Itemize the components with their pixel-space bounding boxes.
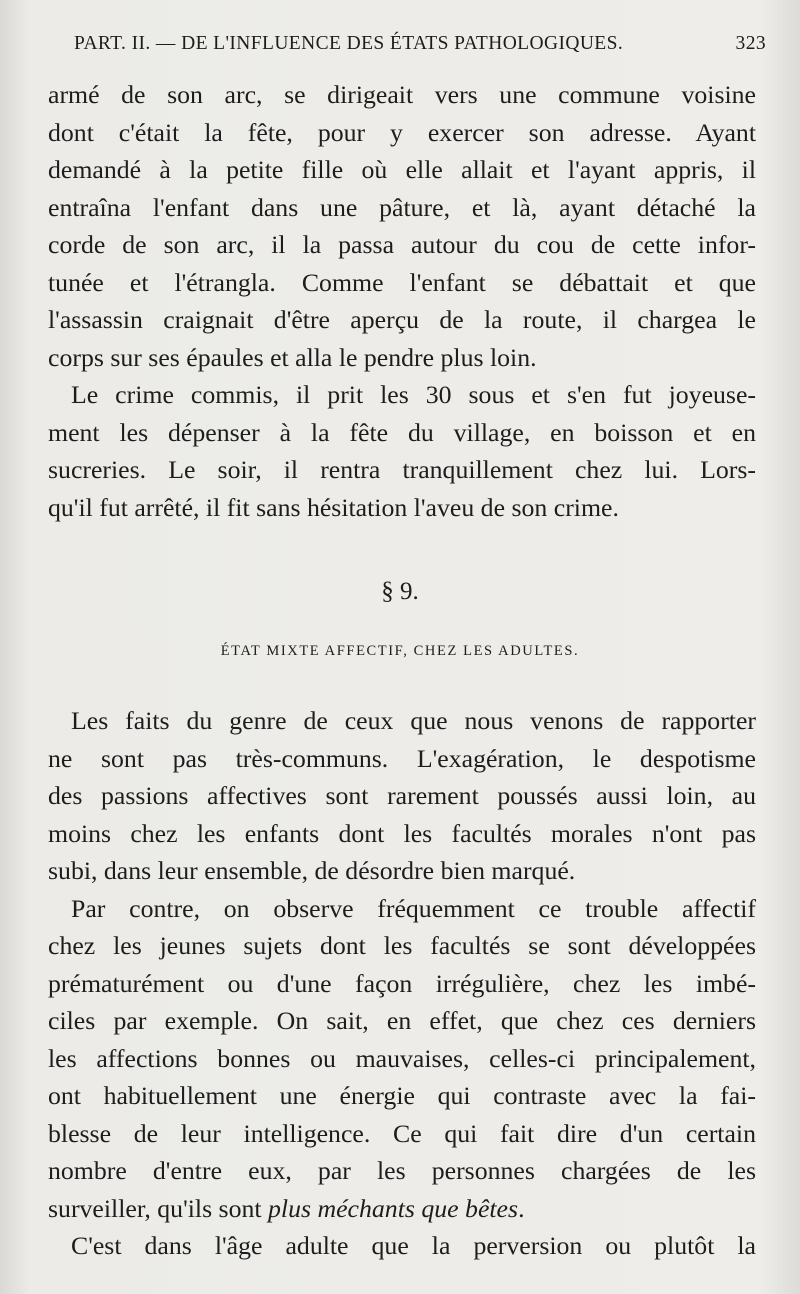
- page-number: 323: [735, 33, 766, 54]
- text-line: Par contre, on observe fréquemment ce trouble affectif: [71, 893, 756, 923]
- text-line: chez les jeunes sujets dont les facultés se sont développées: [48, 931, 756, 960]
- text-line: prématurément ou d'une façon irrégulière, chez les imbé-: [48, 968, 756, 998]
- text-line: demandé à la petite fille où elle allait et l'ayant appris, il: [48, 155, 756, 184]
- text-line: ment les dépenser à la fête du village, en boisson et en: [48, 417, 756, 447]
- text-line: ne sont pas très-communs. L'exagération, le despotisme: [48, 743, 756, 773]
- text-line: les affections bonnes ou mauvaises, celles-ci principalement,: [48, 1043, 756, 1073]
- text-line: tunée et l'étrangla. Comme l'enfant se débattait et que: [48, 267, 756, 297]
- text-line: ont habituellement une énergie qui contraste avec la fai-: [48, 1081, 756, 1110]
- italic-phrase: plus méchants que bêtes: [268, 1193, 519, 1223]
- text-line: qu'il fut arrêté, il fit sans hésitation l'aveu de son crime.: [48, 492, 619, 522]
- text-block-top: [48, 76, 756, 526]
- text-line-with-italic: [48, 1190, 756, 1228]
- text-line: moins chez les enfants dont les facultés morales n'ont pas: [48, 818, 756, 848]
- text-span: .: [518, 1193, 525, 1223]
- running-title: PART. II. — DE L'INFLUENCE DES ÉTATS PATHOLOGIQUES.: [74, 33, 624, 54]
- text-line: C'est dans l'âge adulte que la perversion ou plutôt la: [71, 1231, 756, 1260]
- text-line: entraîna l'enfant dans une pâture, et là, ayant détaché la: [48, 192, 756, 222]
- text-line: nombre d'entre eux, par les personnes chargées de les: [48, 1156, 756, 1185]
- text-line: blesse de leur intelligence. Ce qui fait dire d'un certain: [48, 1118, 756, 1148]
- text-line: sucreries. Le soir, il rentra tranquillement chez lui. Lors-: [48, 455, 756, 484]
- text-line: corps sur ses épaules et alla le pendre plus loin.: [48, 342, 537, 372]
- text-line: ciles par exemple. On sait, en effet, que chez ces derniers: [48, 1006, 756, 1035]
- text-span: surveiller, qu'ils sont: [48, 1193, 269, 1223]
- text-line: l'assassin craignait d'être aperçu de la route, il chargea le: [48, 305, 756, 334]
- text-block-bottom: [48, 702, 756, 1265]
- text-line: Les faits du genre de ceux que nous venons de rapporter: [71, 706, 756, 735]
- text-line: dont c'était la fête, pour y exercer son adresse. Ayant: [48, 117, 756, 147]
- text-line: des passions affectives sont rarement poussés aussi loin, au: [48, 781, 756, 810]
- text-line: subi, dans leur ensemble, de désordre bien marqué.: [48, 856, 576, 885]
- section-title: ÉTAT MIXTE AFFECTIF, CHEZ LES ADULTES.: [220, 643, 580, 659]
- section-number: § 9.: [381, 578, 419, 605]
- text-line: Le crime commis, il prit les 30 sous et s'en fut joyeuse-: [71, 380, 756, 409]
- running-header: [74, 33, 766, 65]
- text-line: armé de son arc, se dirigeait vers une commune voisine: [48, 80, 756, 109]
- text-line: corde de son arc, il la passa autour du cou de cette infor-: [48, 230, 756, 259]
